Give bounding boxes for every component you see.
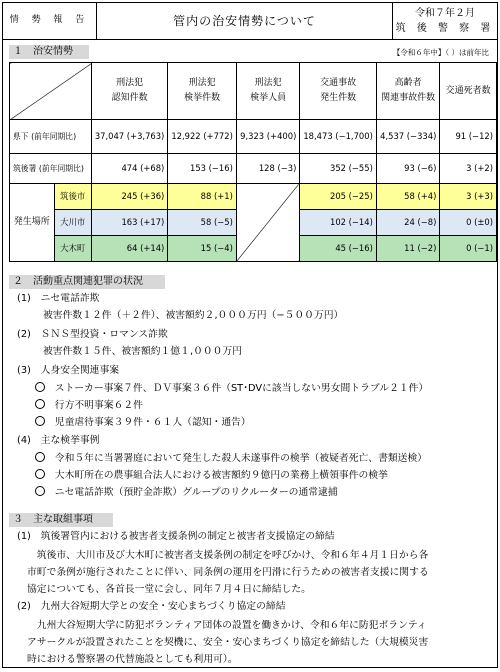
empty-cell — [236, 184, 300, 262]
report-date: 令和７年２月 — [415, 8, 475, 19]
table-row — [10, 184, 497, 210]
bullet-circle-icon — [35, 452, 45, 462]
cell: 18,473 (−1,700) — [300, 120, 377, 154]
col-header: 交通事故 発生件数 — [300, 63, 377, 120]
cell: 3 (+2) — [440, 154, 497, 184]
cell: 58 (+4) — [376, 184, 440, 210]
table-row — [10, 120, 497, 154]
cell: 91 (−12) — [440, 120, 497, 154]
place-name: 筑後市 — [54, 184, 91, 210]
cell: 3 (+3) — [440, 184, 497, 210]
item-text: 被害件数１２件（＋２件）、被害額約２,０００万円（−５００万円） — [43, 310, 344, 321]
crime-statistics-table — [9, 62, 497, 262]
cell: 153 (−16) — [168, 154, 237, 184]
cell: 93 (−6) — [376, 154, 440, 184]
report-label: 情 勢 報 告 — [3, 3, 97, 39]
row-label: 県下 (前年同期比) — [10, 120, 92, 154]
bullet-circle-icon — [35, 469, 45, 479]
item-heading: (3) 人身安全関連事案 — [17, 365, 120, 376]
item-heading: (2) ＳＮＳ型投資・ロマンス詐欺 — [17, 329, 168, 340]
group-label: 発生場所 — [10, 184, 55, 262]
list-item: ストーカー事案７件、ＤＶ事案３６件（ST･DVに該当しない男女間トラブル２１件） — [35, 382, 428, 395]
list-item: ニセ電話詐欺（預貯金詐欺）グループのリクルーターの通常逮捕 — [35, 486, 338, 499]
list-item: 児童虐待事案３９件・６１人（認知・通告） — [35, 416, 251, 429]
cell: 15 (−4) — [168, 236, 237, 262]
col-header: 刑法犯 検挙人員 — [236, 63, 300, 120]
report-page — [2, 2, 498, 668]
cell: 88 (+1) — [168, 184, 237, 210]
col-header: 高齢者 関連事故件数 — [376, 63, 440, 120]
place-name: 大木町 — [54, 236, 91, 262]
cell: 474 (+68) — [91, 154, 168, 184]
bullet-circle-icon — [35, 399, 45, 409]
table-row — [10, 154, 497, 184]
cell: 45 (−16) — [300, 236, 377, 262]
report-header — [3, 3, 497, 40]
list-item: 令和５年に当署署庭において発生した殺人未遂事件の検挙（被疑者死亡、書類送検） — [35, 452, 427, 465]
section2-title: ２ 活動重点関連犯罪の状況 — [9, 275, 165, 289]
item-heading: (4) 主な検挙事例 — [17, 435, 100, 446]
cell: 37,047 (+3,763) — [91, 120, 168, 154]
row-label: 筑後署 (前年同期比) — [10, 154, 92, 184]
cell: 9,323 (+400) — [236, 120, 300, 154]
col-header: 交通死者数 — [440, 63, 497, 120]
cell: 205 (−25) — [300, 184, 377, 210]
report-title: 管内の治安情勢について — [97, 3, 393, 39]
item-paragraph: 筑後市、大川市及び大木町に被害者支援条例の制定を呼びかけ、令和６年４月１日から各 市町で条例が施行されたことに伴い、同条例の運用を円滑に行うための被害者支援に関する 協定についても、各首長一堂に会し、同年７月４日に締結した。 — [27, 550, 429, 595]
bullet-circle-icon — [35, 382, 45, 392]
list-item: 行方不明事案６２件 — [35, 399, 143, 412]
place-name: 大川市 — [54, 210, 91, 236]
cell: 0 (±0) — [440, 210, 497, 236]
item-heading: (2) 九州大谷短期大学との安全・安心まちづくり協定の締結 — [17, 601, 286, 612]
table-corner — [10, 63, 92, 120]
cell: 11 (−2) — [376, 236, 440, 262]
cell: 4,537 (−334) — [376, 120, 440, 154]
cell: 12,922 (+772) — [168, 120, 237, 154]
cell: 352 (−55) — [300, 154, 377, 184]
cell: 0 (−1) — [440, 236, 497, 262]
cell: 64 (+14) — [91, 236, 168, 262]
section1-title: １ 治安情勢 — [9, 45, 89, 59]
list-item: 大木町所在の農事組合法人における被害額約９億円の業務上横領事件の検挙 — [35, 469, 388, 482]
item-heading: (1) 筑後署管内における被害者支援条例の制定と被害者支援協定の締結 — [17, 531, 335, 542]
report-meta — [393, 3, 497, 39]
col-header: 刑法犯 認知件数 — [91, 63, 168, 120]
cell: 102 (−14) — [300, 210, 377, 236]
section3-title: ３ 主な取組事項 — [9, 513, 113, 527]
cell: 24 (−8) — [376, 210, 440, 236]
item-text: 被害件数１５件、被害額約１億１,０００万円 — [43, 346, 243, 357]
bullet-circle-icon — [35, 416, 45, 426]
cell: 58 (−5) — [168, 210, 237, 236]
bullet-circle-icon — [35, 486, 45, 496]
item-paragraph: 九州大谷短期大学に防犯ボランティア団体の設置を働きかけ、令和６年に防犯ボランティ アサークルが設置されたことを契機に、安全・安心まちづくり協定を締結した（大規模災害 時における警察署の代替施設としても利用可）。 — [27, 620, 429, 665]
cell: 245 (+36) — [91, 184, 168, 210]
cell: 163 (+17) — [91, 210, 168, 236]
section1-note: 【令和６年中】（ ）は前年比 — [392, 48, 489, 57]
cell: 128 (−3) — [236, 154, 300, 184]
col-header: 刑法犯 検挙件数 — [168, 63, 237, 120]
item-heading: (1) ニセ電話詐欺 — [17, 293, 100, 304]
report-office: 筑 後 警 察 署 — [395, 23, 495, 34]
